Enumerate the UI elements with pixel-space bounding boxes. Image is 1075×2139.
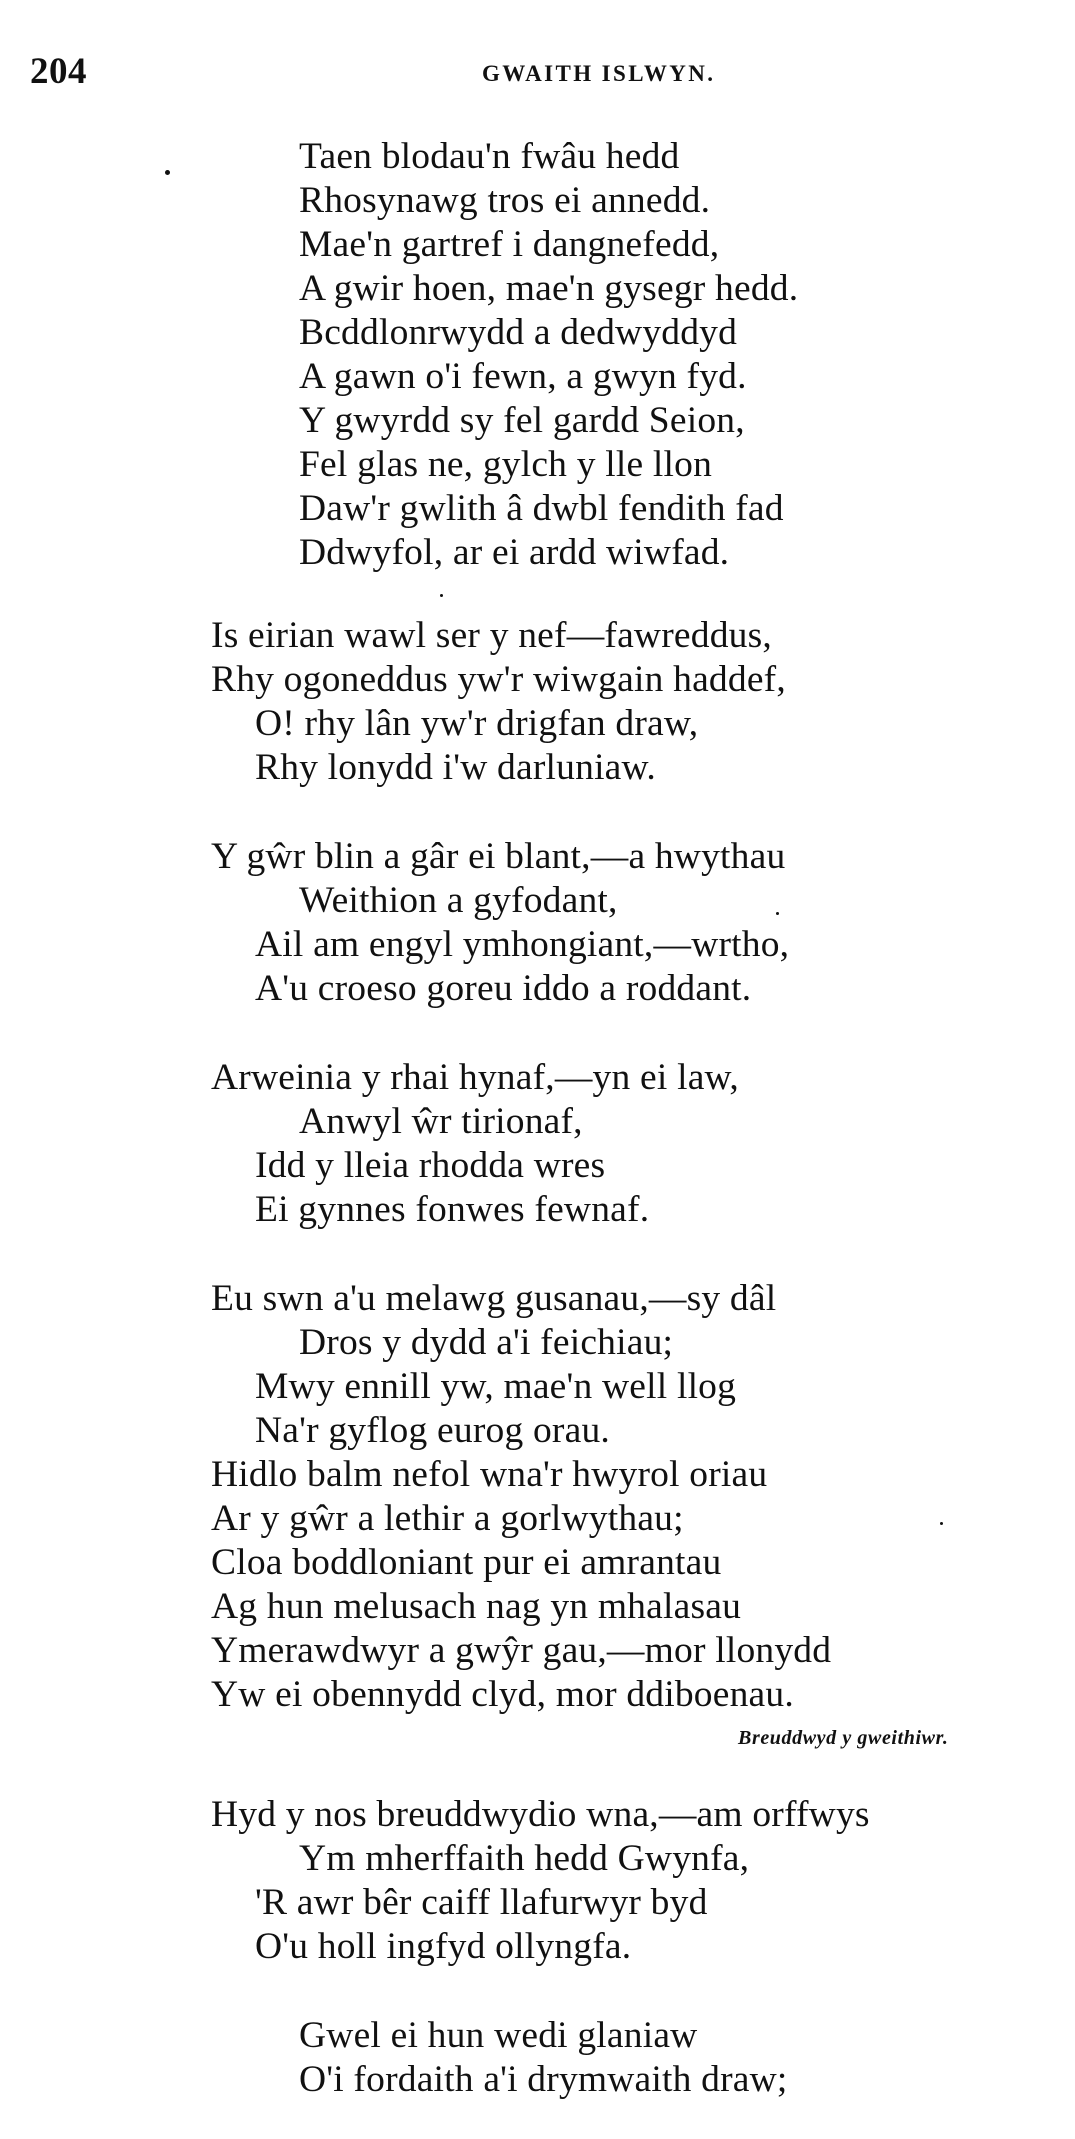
verse-line: Ei gynnes fonwes fewnaf. [255,1189,650,1230]
ink-speck [440,594,443,597]
verse-line: A gawn o'i fewn, a gwyn fyd. [299,356,747,397]
verse-line: Yw ei obennydd clyd, mor ddiboenau. [211,1674,794,1715]
verse-line: Gwel ei hun wedi glaniaw [299,2015,698,2056]
verse-line: Mwy ennill yw, mae'n well llog [255,1366,737,1407]
ink-speck [940,1522,943,1525]
verse-line: A'u croeso goreu iddo a roddant. [255,968,752,1009]
verse-line: Arweinia y rhai hynaf,—yn ei law, [211,1057,739,1098]
verse-line: Daw'r gwlith â dwbl fendith fad [299,488,784,529]
verse-line: O! rhy lân yw'r drigfan draw, [255,703,699,744]
verse-line: Fel glas ne, gylch y lle llon [299,444,713,485]
verse-line: Taen blodau'n fwâu hedd [299,136,680,177]
verse-line: Ar y gŵr a lethir a gorlwythau; [211,1498,684,1539]
verse-line: Rhy ogoneddus yw'r wiwgain haddef, [211,659,786,700]
verse-line: O'i fordaith a'i drymwaith draw; [299,2059,788,2100]
running-title: GWAITH ISLWYN. [482,61,716,86]
verse-line: Weithion a gyfodant, [299,880,618,921]
verse-line: Y gwyrdd sy fel gardd Seion, [299,400,745,441]
side-heading: Breuddwyd y gweithiwr. [738,1727,949,1749]
verse-line: Is eirian wawl ser y nef—fawreddus, [211,615,772,656]
verse-line: 'R awr bêr caiff llafurwyr byd [255,1882,708,1923]
page-number: 204 [30,51,87,92]
verse-line: Dros y dydd a'i feichiau; [299,1322,674,1363]
verse-line: Ddwyfol, ar ei ardd wiwfad. [299,532,730,573]
verse-line: Bcddlonrwydd a dedwyddyd [299,312,738,353]
verse-line: Rhosynawg tros ei annedd. [299,180,711,221]
verse-line: Ym mherffaith hedd Gwynfa, [299,1838,750,1879]
verse-line: Mae'n gartref i dangnefedd, [299,224,720,265]
verse-line: Rhy lonydd i'w darluniaw. [255,747,656,788]
verse-line: Ag hun melusach nag yn mhalasau [211,1586,742,1627]
verse-line: Na'r gyflog eurog orau. [255,1410,610,1451]
verse-line: Eu swn a'u melawg gusanau,—sy dâl [211,1278,777,1319]
verse-line: Anwyl ŵr tirionaf, [299,1101,583,1142]
verse-line: A gwir hoen, mae'n gysegr hedd. [299,268,799,309]
verse-line: Y gŵr blin a gâr ei blant,—a hwythau [211,836,786,877]
verse-line: Ail am engyl ymhongiant,—wrtho, [255,924,790,965]
verse-line: Hidlo balm nefol wna'r hwyrol oriau [211,1454,768,1495]
verse-line: Hyd y nos breuddwydio wna,—am orffwys [211,1794,870,1835]
verse-line: O'u holl ingfyd ollyngfa. [255,1926,632,1967]
verse-line: Idd y lleia rhodda wres [255,1145,606,1186]
verse-line: Cloa boddloniant pur ei amrantau [211,1542,722,1583]
ink-speck [165,170,170,175]
ink-speck [776,912,779,915]
verse-line: Ymerawdwyr a gwŷr gau,—mor llonydd [211,1630,832,1671]
